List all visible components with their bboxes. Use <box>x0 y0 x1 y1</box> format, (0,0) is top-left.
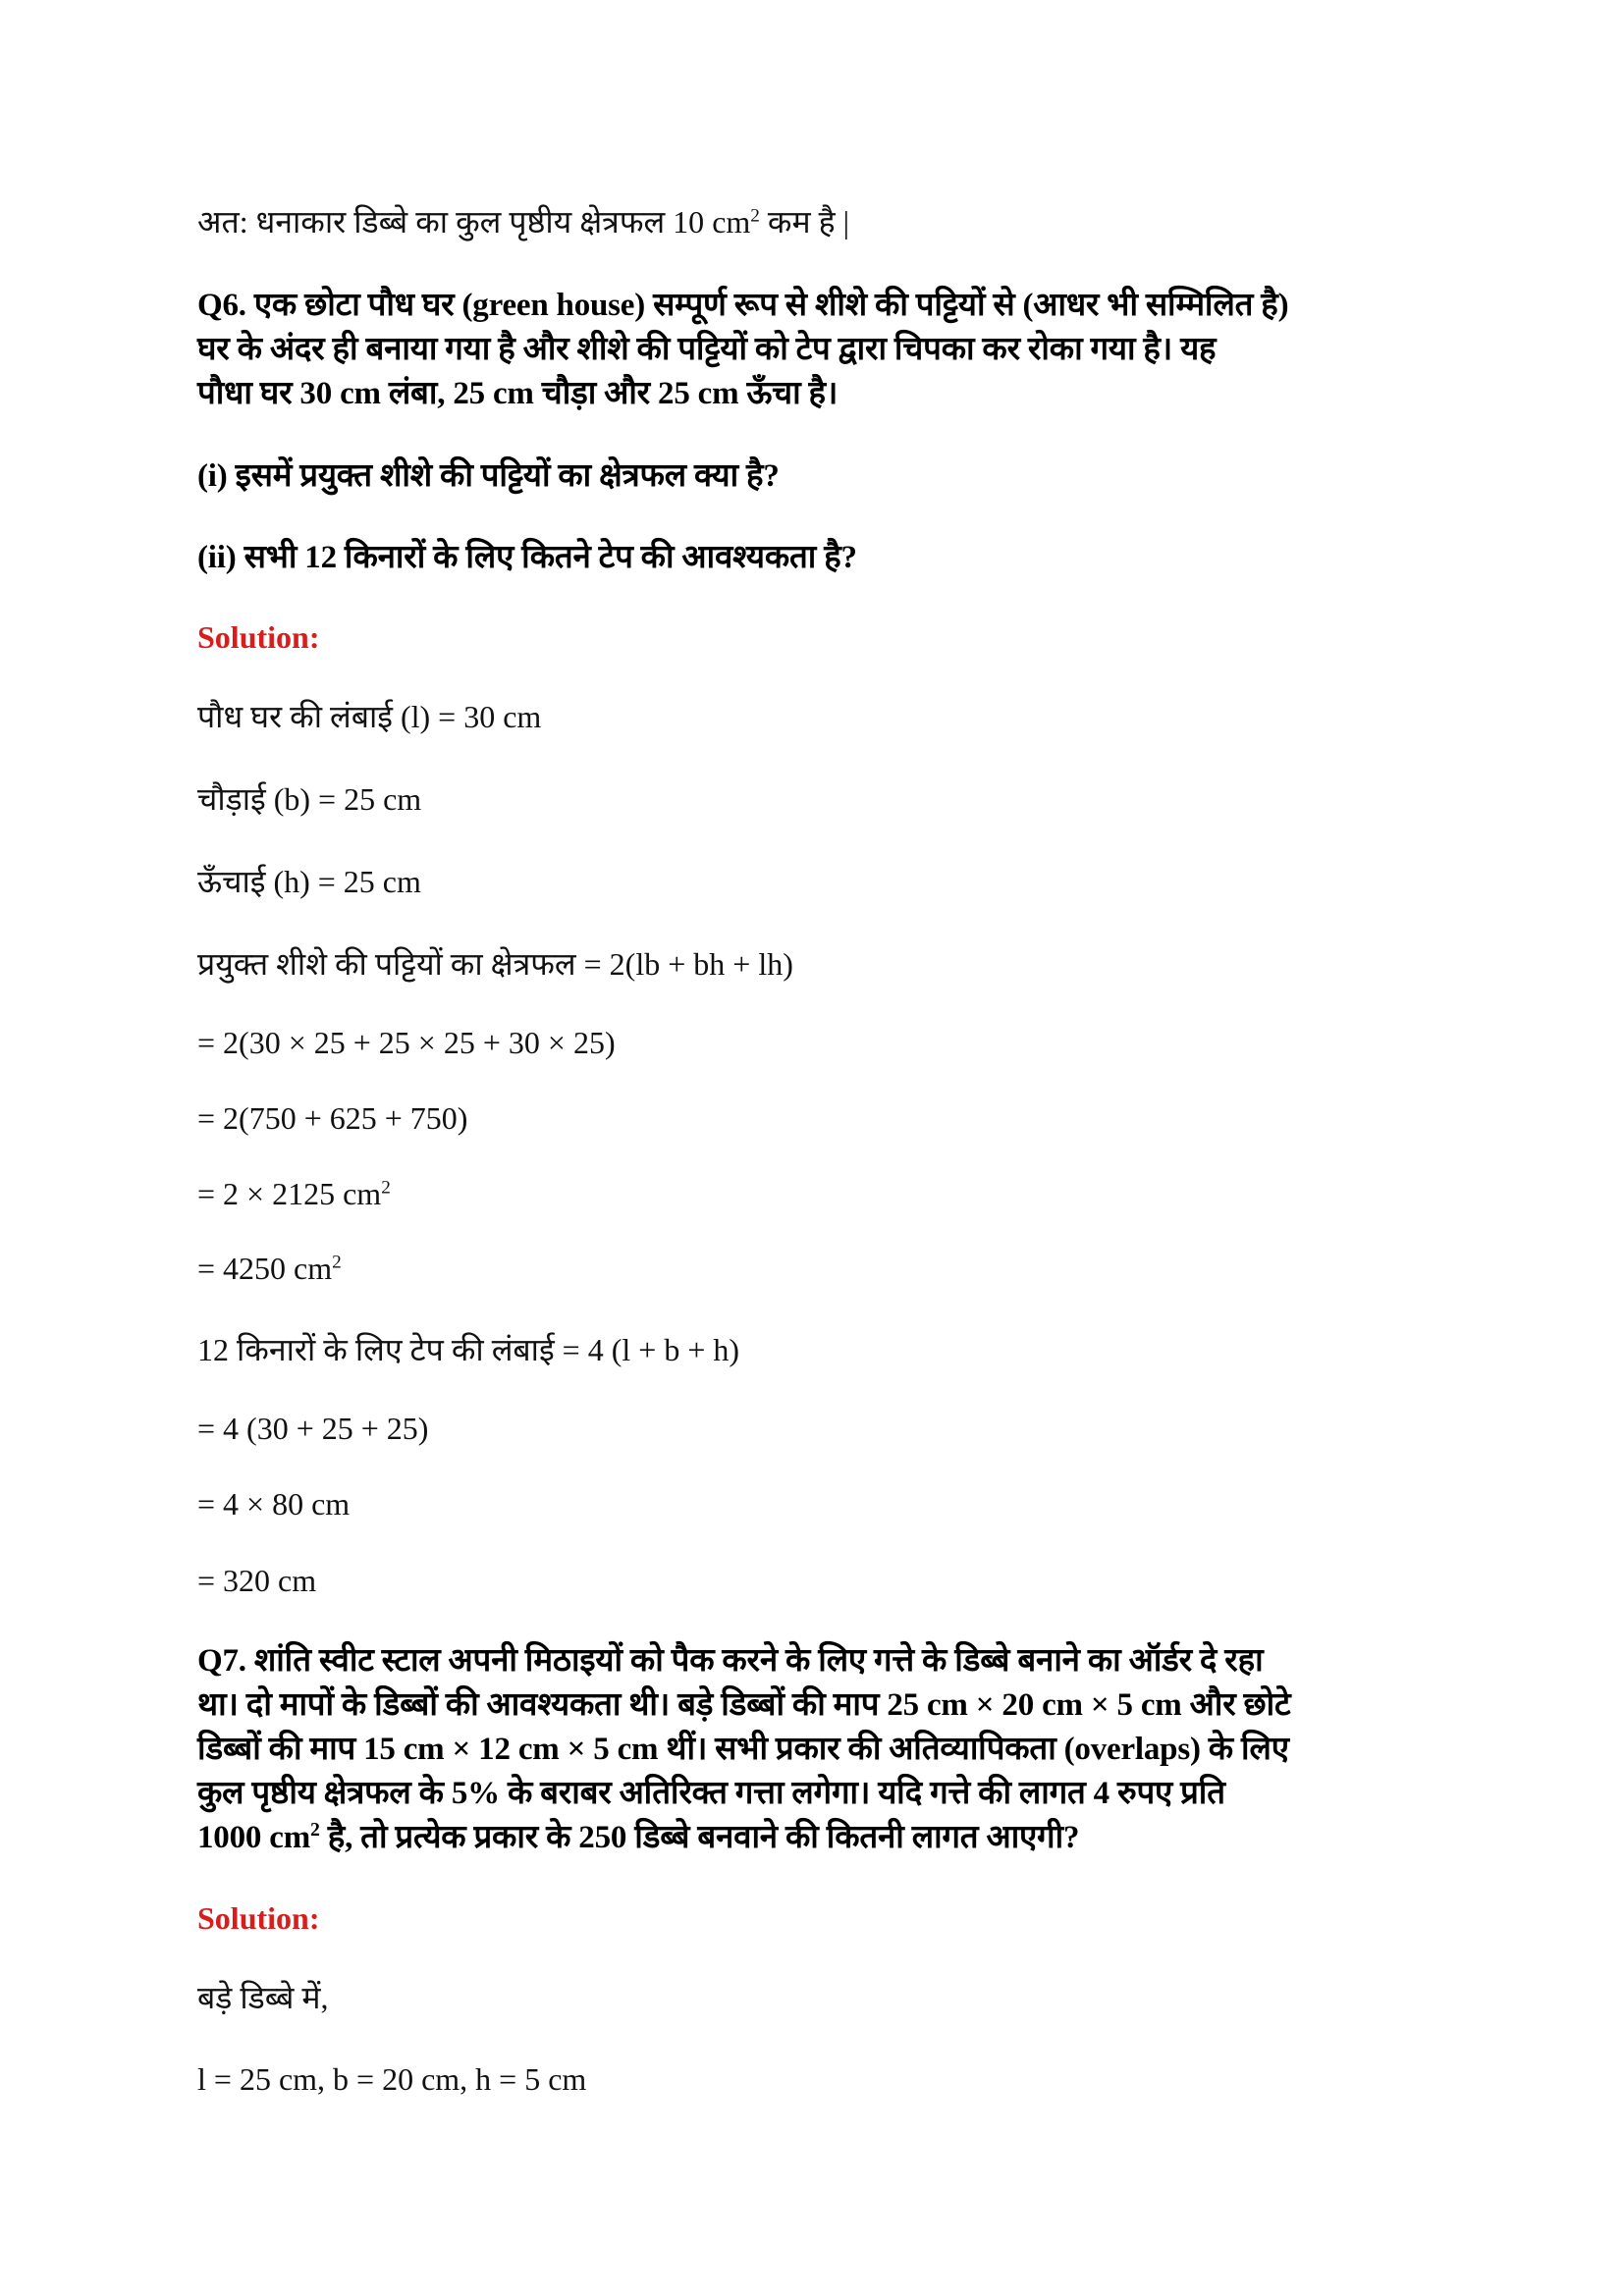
intro-superscript: 2 <box>750 205 760 227</box>
q7-line-1: Q7. शांति स्वीट स्टाल अपनी मिठाइयों को पैक करने के लिए गत्ते के डिब्बे बनाने का ऑर्डर दे रहा <box>197 1643 1264 1679</box>
q6-step-area-formula: प्रयुक्त शीशे की पट्टियों का क्षेत्रफल = 2(lb + bh + lh) <box>197 946 793 982</box>
q7-step-dimensions: l = 25 cm, b = 20 cm, h = 5 cm <box>197 2061 587 2097</box>
q6-solution-label: Solution: <box>197 619 320 655</box>
q6-step-area-result <box>197 1247 342 1290</box>
q6-step-sum-superscript: 2 <box>381 1177 391 1199</box>
q7-line-3: डिब्बों की माप 15 cm × 12 cm × 5 cm थीं। सभी प्रकार की अतिव्यापिकता (overlaps) के लिए <box>197 1732 1289 1767</box>
q6-step-tape-result: = 320 cm <box>197 1563 317 1598</box>
q6-step-breadth: चौड़ाई (b) = 25 cm <box>197 781 422 817</box>
q7-line-5 <box>197 1816 1079 1860</box>
q6-line-3: पौधा घर 30 cm लंबा, 25 cm चौड़ा और 25 cm ऊँचा है। <box>197 376 839 411</box>
q6-part-ii: (ii) सभी 12 किनारों के लिए कितने टेप की आवश्यकता है? <box>197 540 857 575</box>
intro-conclusion <box>197 200 849 243</box>
q6-step-area-result-text: = 4250 cm <box>197 1251 333 1286</box>
q6-step-tape-product: = 4 × 80 cm <box>197 1486 351 1522</box>
q6-step-length: पौध घर की लंबाई (l) = 30 cm <box>197 699 542 734</box>
q6-step-tape-formula: 12 किनारों के लिए टेप की लंबाई = 4 (l + b + h) <box>197 1332 740 1367</box>
q7-line-4: कुल पृष्ठीय क्षेत्रफल के 5% के बराबर अतिरिक्त गत्ता लगेगा। यदि गत्ते की लागत 4 रुपए प्रति <box>197 1776 1225 1811</box>
q6-step-height: ऊँचाई (h) = 25 cm <box>197 864 421 899</box>
q6-step-sum-text: = 2 × 2125 cm <box>197 1176 382 1211</box>
q6-step-products: = 2(750 + 625 + 750) <box>197 1100 468 1136</box>
q6-step-area-result-superscript: 2 <box>332 1252 342 1273</box>
q6-line-2: घर के अंदर ही बनाया गया है और शीशे की पट्टियों को टेप द्वारा चिपका कर रोका गया है। यह <box>197 332 1217 367</box>
q6-step-tape-substitution: = 4 (30 + 25 + 25) <box>197 1411 429 1446</box>
q7-line-5-superscript: 2 <box>310 1819 320 1841</box>
q6-part-i: (i) इसमें प्रयुक्त शीशे की पट्टियों का क्षेत्रफल क्या है? <box>197 458 780 494</box>
q6-step-sum <box>197 1172 391 1215</box>
q6-line-1: Q6. एक छोटा पौध घर (green house) सम्पूर्ण रूप से शीशे की पट्टियों से (आधर भी सम्मिलित है) <box>197 288 1289 323</box>
q7-line-5-start: 1000 cm <box>197 1820 310 1855</box>
q7-solution-label: Solution: <box>197 1900 320 1936</box>
intro-text-end: कम है | <box>759 204 849 240</box>
intro-text: अत: धनाकार डिब्बे का कुल पृष्ठीय क्षेत्रफल 10 cm <box>197 204 751 240</box>
q6-step-substitution: = 2(30 × 25 + 25 × 25 + 30 × 25) <box>197 1025 616 1060</box>
q7-line-5-end: है, तो प्रत्येक प्रकार के 250 डिब्बे बनवाने की कितनी लागत आएगी? <box>319 1820 1080 1855</box>
q7-line-2: था। दो मापों के डिब्बों की आवश्यकता थी। बड़े डिब्बों की माप 25 cm × 20 cm × 5 cm और छोटे <box>197 1687 1291 1723</box>
q7-step-big-box: बड़े डिब्बे में, <box>197 1980 329 2015</box>
